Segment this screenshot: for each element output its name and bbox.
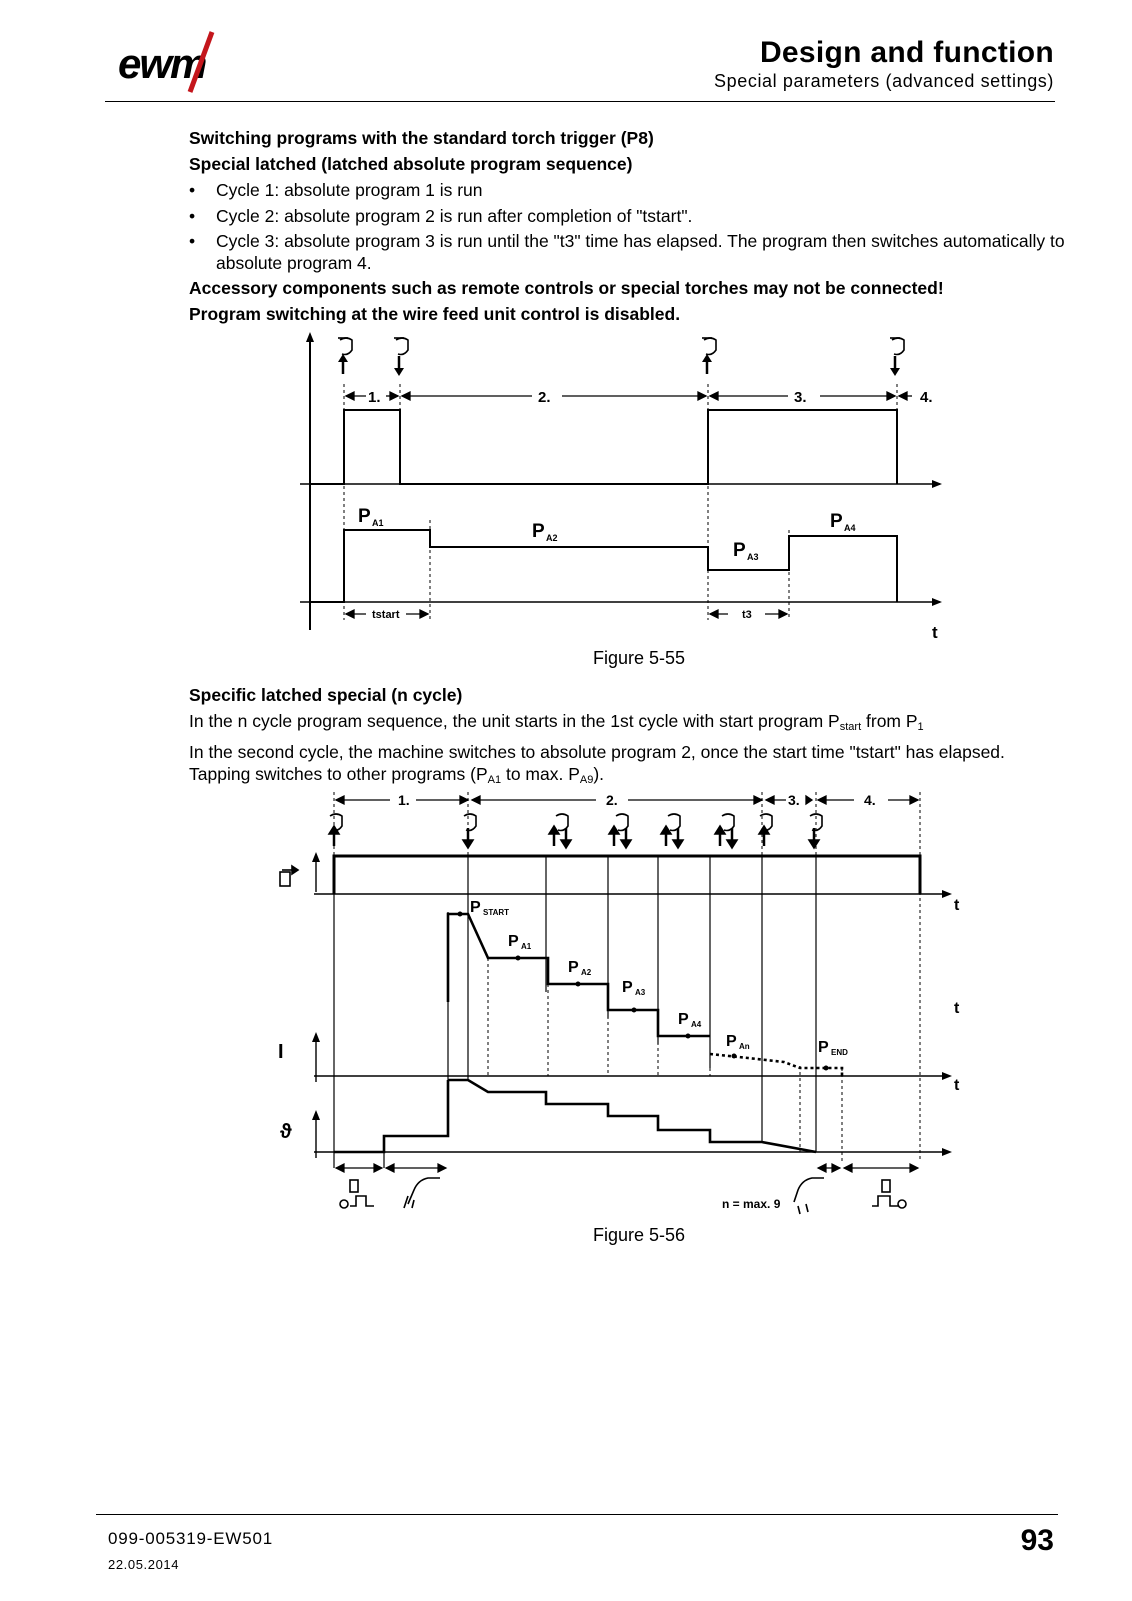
program-sub-label: A3 xyxy=(635,988,646,997)
program-label: P xyxy=(508,933,519,950)
logo-text: ewm xyxy=(118,40,206,87)
footer-rule xyxy=(96,1514,1058,1515)
program-label: P xyxy=(726,1033,737,1050)
figure-caption: Figure 5-55 xyxy=(592,648,686,668)
program-sub-label: END xyxy=(831,1048,848,1057)
cycle-label: 2. xyxy=(606,792,618,808)
header-rule xyxy=(105,101,1055,102)
cycle-label: 1. xyxy=(368,389,381,406)
program-label: P xyxy=(678,1011,689,1028)
program-sub-label: A1 xyxy=(372,518,384,528)
cycle-count-label: n = max. 9 xyxy=(722,1197,781,1211)
program-sub-label: A4 xyxy=(844,523,856,533)
gas-preflow-icon xyxy=(340,1180,374,1208)
paragraph: In the second cycle, the machine switches to absolute program 2, once the start time "tstart" has elapsed. xyxy=(189,742,1005,762)
temperature-axis-label: ϑ xyxy=(280,1121,292,1143)
program-sub-label: A2 xyxy=(581,968,592,977)
cycle-label: 2. xyxy=(538,389,551,406)
time-axis-label: t xyxy=(954,897,960,914)
torch-trigger-icon xyxy=(702,338,716,374)
page-title: Design and function xyxy=(759,36,1054,69)
program-label: P xyxy=(733,540,746,561)
section-1-subheading: Special latched (latched absolute program sequence) xyxy=(189,154,633,174)
section-1 xyxy=(189,126,1089,326)
figure-5-55-diagram xyxy=(300,330,960,650)
torch-trigger-icon xyxy=(463,814,476,848)
gas-valve-icon xyxy=(280,866,298,886)
cycle-label: 3. xyxy=(794,389,807,406)
torch-trigger-icon xyxy=(394,338,408,376)
program-label: P xyxy=(532,521,545,542)
program-sub-label: A1 xyxy=(521,942,532,951)
program-sub-label: An xyxy=(739,1042,750,1051)
section-1-heading: Switching programs with the standard torch trigger (P8) xyxy=(189,128,654,148)
current-axis-label: I xyxy=(278,1041,284,1063)
program-label: P xyxy=(568,959,579,976)
torch-trigger-icon xyxy=(890,338,904,376)
document-date: 22.05.2014 xyxy=(108,1557,180,1572)
cycle-label: 4. xyxy=(920,389,933,406)
cycle-label: 1. xyxy=(398,792,410,808)
cycle-label: 4. xyxy=(864,792,876,808)
program-label: P xyxy=(470,899,481,916)
program-sub-label: A2 xyxy=(546,533,558,543)
arc-end-icon xyxy=(794,1178,824,1214)
program-sub-label: A3 xyxy=(747,552,759,562)
torch-trigger-icon xyxy=(329,814,342,846)
section-2 xyxy=(189,683,1089,791)
list-item: • Cycle 2: absolute program 2 is run after completion of "tstart". xyxy=(189,206,693,226)
warning-text: Program switching at the wire feed unit control is disabled. xyxy=(189,304,681,324)
time-axis-label: t xyxy=(954,1000,960,1017)
torch-trigger-icon xyxy=(661,814,683,848)
torch-trigger-icon xyxy=(549,814,571,848)
warning-text: Accessory components such as remote controls or special torches may not be connected! xyxy=(189,278,944,298)
cycle-label: 3. xyxy=(788,792,800,808)
page-number: 93 xyxy=(1020,1524,1054,1557)
torch-trigger-icon xyxy=(609,814,631,848)
time-axis-label: t xyxy=(954,1077,960,1094)
torch-trigger-icon xyxy=(715,814,737,848)
gas-postflow-icon xyxy=(872,1180,906,1208)
t3-label: t3 xyxy=(742,609,752,621)
section-2-heading: Specific latched special (n cycle) xyxy=(189,685,463,705)
document-code: 099-005319-EW501 xyxy=(108,1529,273,1548)
paragraph: Tapping switches to other programs ($P_{A1}$ to max. $P_{A9}$). xyxy=(189,764,605,786)
program-sub-label: START xyxy=(483,908,510,917)
figure-5-56-diagram xyxy=(278,792,998,1232)
list-item: • Cycle 1: absolute program 1 is run xyxy=(189,180,483,200)
page-subtitle: Special parameters (advanced settings) xyxy=(714,71,1054,91)
figure-caption: Figure 5-56 xyxy=(592,1225,686,1245)
torch-trigger-icon xyxy=(338,338,352,374)
program-label: P xyxy=(830,511,843,532)
program-label: P xyxy=(818,1039,829,1056)
tstart-label: tstart xyxy=(372,609,400,621)
torch-trigger-icon xyxy=(759,814,772,846)
ewm-logo xyxy=(116,28,266,94)
program-sub-label: A4 xyxy=(691,1020,702,1029)
time-axis-label: t xyxy=(932,623,938,642)
arc-ignition-icon xyxy=(404,1178,440,1208)
program-label: P xyxy=(358,506,371,527)
program-label: P xyxy=(622,979,633,996)
list-item: • Cycle 3: absolute program 3 is run until the "t3" time has elapsed. The program then switches automatically to absolute program 4. xyxy=(189,231,1065,273)
paragraph: In the n cycle program sequence, the unit starts in the 1st cycle with start program $P_{start}$ from $P_1$ xyxy=(189,711,924,733)
